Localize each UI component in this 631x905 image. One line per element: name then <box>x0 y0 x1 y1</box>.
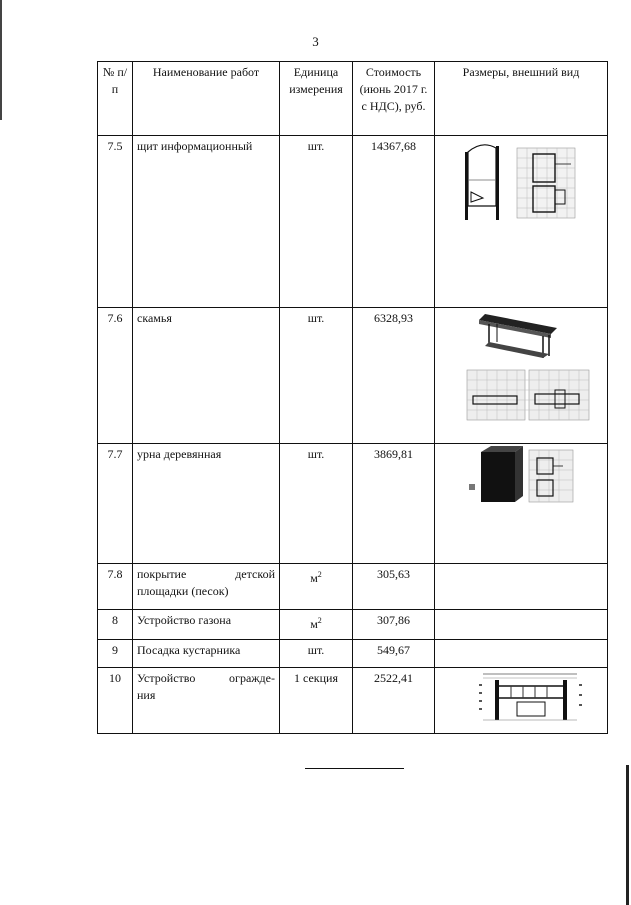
row-unit: 1 секция <box>280 668 353 734</box>
row-cost: 14367,68 <box>353 136 435 308</box>
row-name <box>133 668 280 734</box>
row-cost: 305,63 <box>353 564 435 610</box>
table-row <box>98 564 608 610</box>
scan-edge-left <box>0 0 2 120</box>
row-name-line: Устройство огражде- <box>137 671 275 685</box>
header-view: Размеры, внешний вид <box>435 62 608 136</box>
row-unit <box>280 564 353 610</box>
row-num: 7.5 <box>98 136 133 308</box>
row-name <box>133 564 280 610</box>
header-name: Наименование работ <box>133 62 280 136</box>
row-unit: шт. <box>280 640 353 668</box>
header-cost: Стоимость (июнь 2017 г. с НДС), руб. <box>353 62 435 136</box>
row-name-line: покрытие детской <box>137 567 275 581</box>
table-row <box>98 640 608 668</box>
table-row <box>98 136 608 308</box>
row-num: 8 <box>98 610 133 640</box>
table-row <box>98 668 608 734</box>
table-header-row <box>98 62 608 136</box>
row-view <box>435 564 608 610</box>
wooden-bin-drawing <box>439 446 603 512</box>
table-row <box>98 610 608 640</box>
information-board-drawing <box>439 140 603 230</box>
row-name-line: площадки (песок) <box>137 584 229 598</box>
row-name: щит информационный <box>133 136 280 308</box>
table-row <box>98 444 608 564</box>
row-cost: 307,86 <box>353 610 435 640</box>
footer-separator-line <box>305 768 404 769</box>
scan-edge-right <box>626 765 629 905</box>
unit-base: м <box>310 571 318 585</box>
row-unit: шт. <box>280 444 353 564</box>
row-cost: 549,67 <box>353 640 435 668</box>
row-view <box>435 136 608 308</box>
row-view <box>435 668 608 734</box>
row-name: скамья <box>133 308 280 444</box>
row-unit: шт. <box>280 136 353 308</box>
row-num: 7.7 <box>98 444 133 564</box>
page-number: 3 <box>312 34 319 49</box>
bench-drawing <box>439 310 603 428</box>
row-name: урна деревянная <box>133 444 280 564</box>
row-name-line: ния <box>137 688 156 702</box>
row-view <box>435 444 608 564</box>
row-num: 7.6 <box>98 308 133 444</box>
row-name: Посадка кустарника <box>133 640 280 668</box>
unit-sup: 2 <box>317 616 322 625</box>
unit-base: м <box>310 617 318 631</box>
row-name: Устройство газона <box>133 610 280 640</box>
row-unit <box>280 610 353 640</box>
row-view <box>435 308 608 444</box>
row-num: 10 <box>98 668 133 734</box>
row-cost: 2522,41 <box>353 668 435 734</box>
fence-drawing <box>439 670 603 726</box>
row-cost: 6328,93 <box>353 308 435 444</box>
row-num: 9 <box>98 640 133 668</box>
row-cost: 3869,81 <box>353 444 435 564</box>
header-num: № п/п <box>98 62 133 136</box>
header-unit: Единица измерения <box>280 62 353 136</box>
row-unit: шт. <box>280 308 353 444</box>
unit-sup: 2 <box>317 570 322 579</box>
row-view <box>435 610 608 640</box>
row-view <box>435 640 608 668</box>
cost-table <box>97 61 608 734</box>
row-num: 7.8 <box>98 564 133 610</box>
table-row <box>98 308 608 444</box>
